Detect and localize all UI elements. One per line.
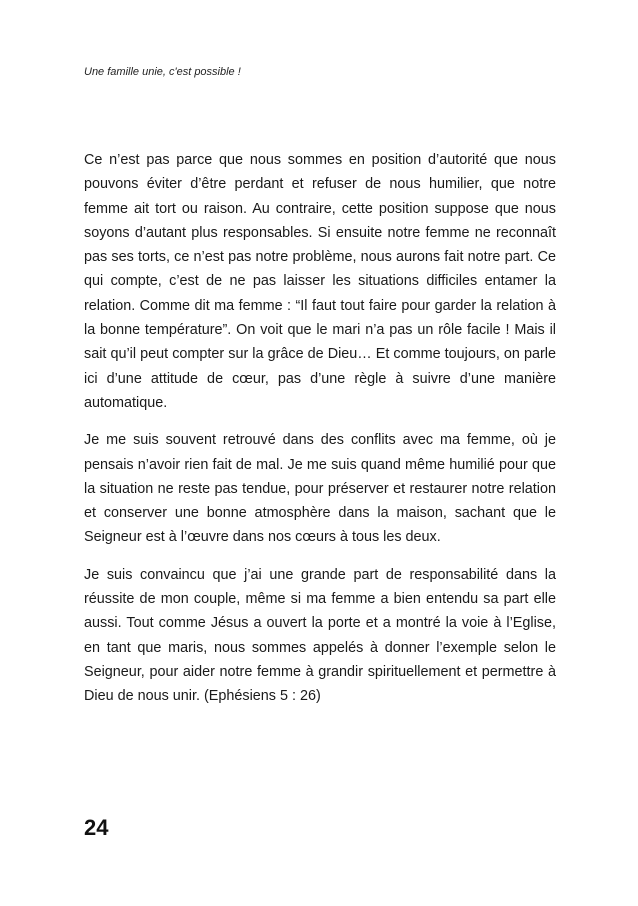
paragraph-conflicts: Je me suis souvent retrouvé dans des conflits avec ma femme, où je pensais n’avoir rien fait de mal. Je me suis quand même humilié pour que la situation ne reste pas tendue, pour préserver et restaurer notre relation et conserver une bonne atmosphère dans la maison, sachant que le Seigneur est à l’œuvre dans nos cœurs à tous les deux. — [84, 432, 556, 546]
paragraph-responsibility: Je suis convaincu que j’ai une grande part de responsabilité dans la réussite de mon couple, même si ma femme a bien entendu sa part elle aussi. Tout comme Jésus a ouvert la porte et a montré la voie à l’Eglise, en tant que maris, nous sommes appelés à donner l’exemple selon le Seigneur, pour aider notre femme à grandir spirituellement et permettre à Dieu de nous unir. (Ephésiens 5 : 26) — [84, 566, 556, 705]
body-text — [84, 148, 556, 722]
running-header: Une famille unie, c'est possible ! — [84, 66, 241, 78]
page-number: 24 — [84, 815, 109, 840]
paragraph-authority: Ce n’est pas parce que nous sommes en position d’autorité que nous pouvons éviter d’être perdant et refuser de nous humilier, que notre femme ait tort ou raison. Au contraire, cette position suppose que nous soyons d’autant plus responsables. Si ensuite notre femme ne reconnaît pas ses torts, ce n’est pas notre problème, nous aurons fait notre part. Ce qui compte, c’est de ne pas laisser les situations difficiles entamer la relation. Comme dit ma femme : “Il faut tout faire pour garder la relation à la bonne température”. On voit que le mari n’a pas un rôle facile ! Mais il sait qu’il peut compter sur la grâce de Dieu… Et comme toujours, on parle ici d’une attitude de cœur, pas d’une règle à suivre d’une manière automatique. — [84, 152, 556, 411]
